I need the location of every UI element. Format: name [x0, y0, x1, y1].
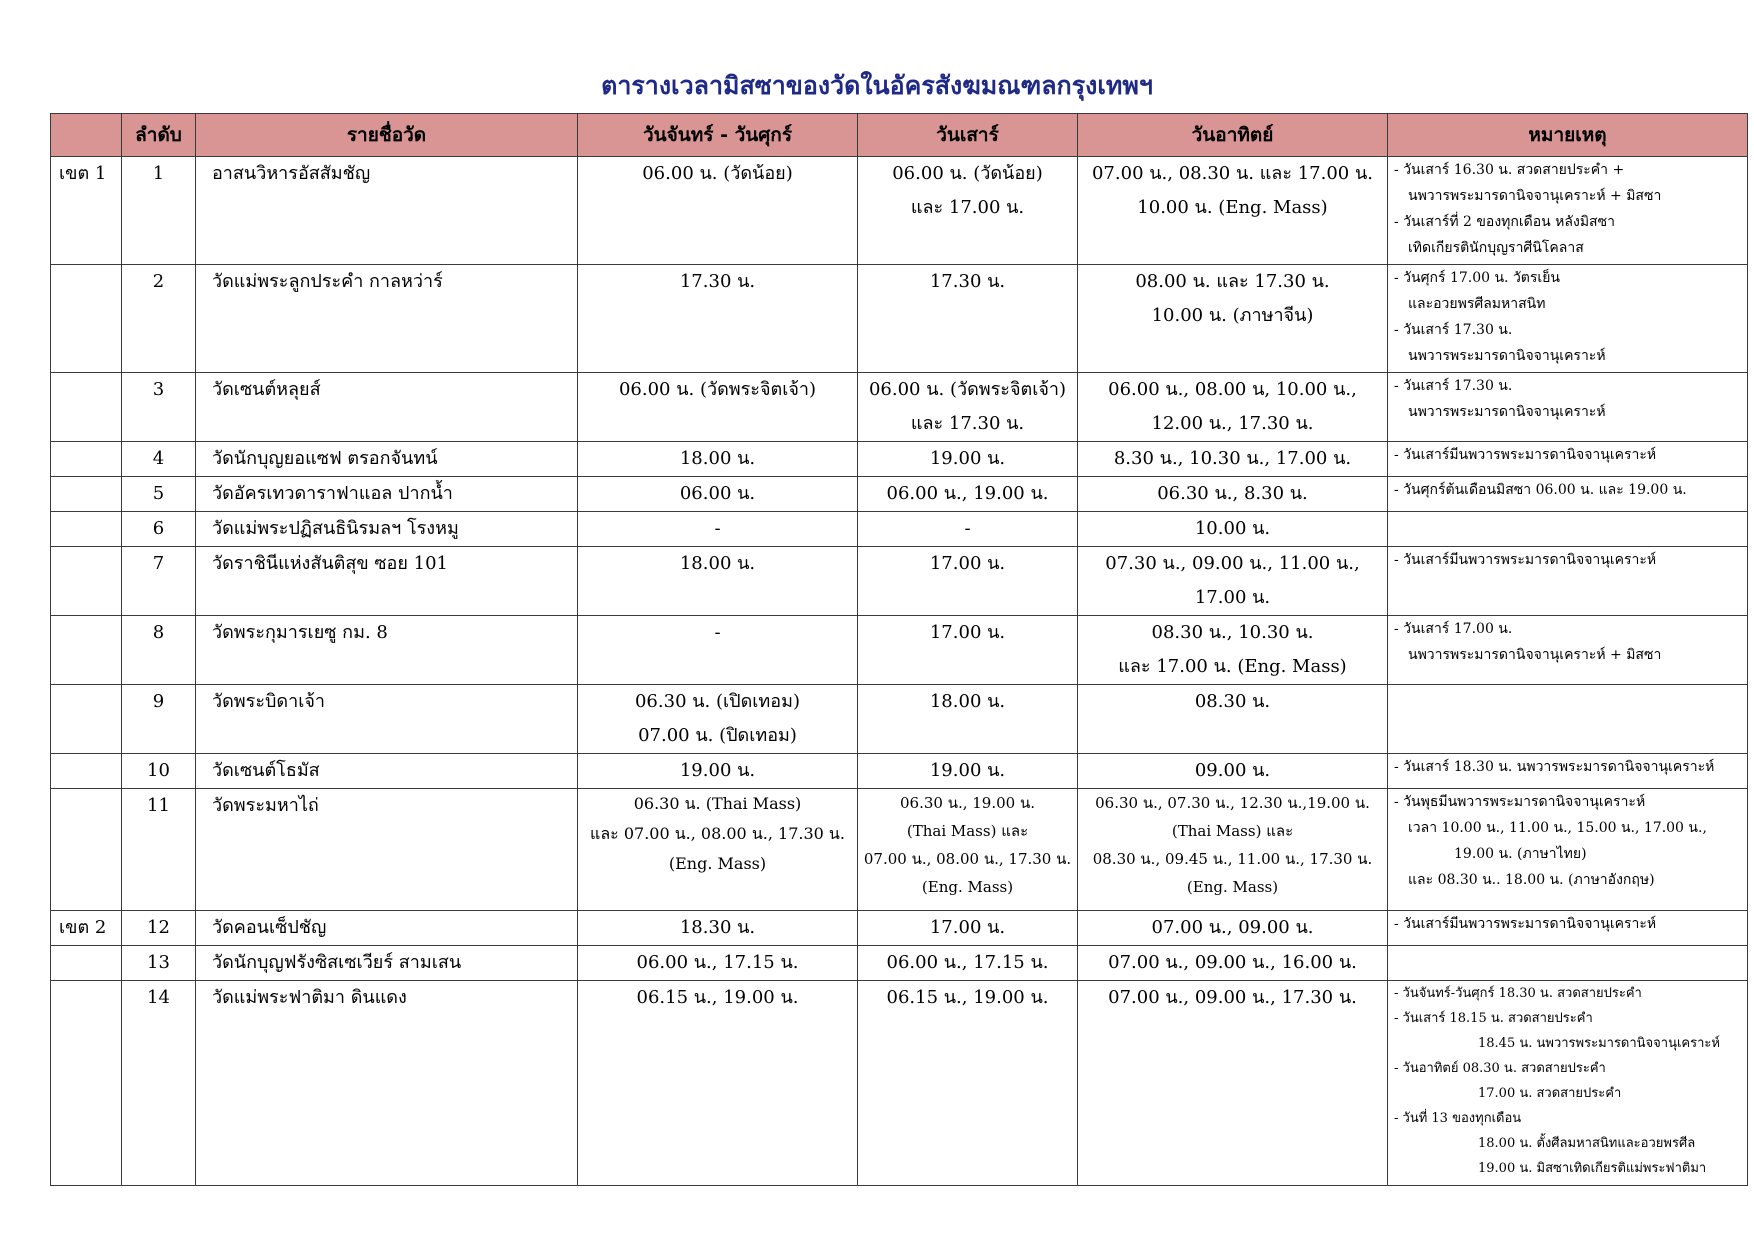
notes-cell	[1388, 157, 1748, 265]
notes-cell	[1388, 512, 1748, 547]
weekday-times-cell	[578, 946, 858, 981]
header-weekday: วันจันทร์ - วันศุกร์	[578, 114, 858, 157]
sunday-times-cell	[1078, 442, 1388, 477]
note-line: - วันเสาร์ 17.30 น.	[1394, 378, 1513, 394]
number-cell: 10	[122, 754, 196, 789]
time-line: 07.00 น., 09.00 น., 16.00 น.	[1108, 952, 1357, 973]
note-line: 18.00 น. ตั้งศีลมหาสนิทและอวยพรศีล	[1478, 1136, 1696, 1151]
weekday-times-cell	[578, 911, 858, 946]
zone-cell	[51, 981, 122, 1186]
zone-cell	[51, 946, 122, 981]
table-row	[51, 373, 1748, 442]
church-name-cell: วัดเซนต์หลุยส์	[196, 373, 578, 442]
time-line: 06.30 น., 19.00 น.	[900, 794, 1035, 812]
weekday-times-cell	[578, 754, 858, 789]
zone-cell	[51, 789, 122, 911]
notes-cell	[1388, 911, 1748, 946]
note-line: - วันอาทิตย์ 08.30 น. สวดสายประคำ	[1394, 1061, 1606, 1076]
time-line: 06.00 น., 17.15 น.	[886, 952, 1049, 973]
header-number: ลำดับ	[122, 114, 196, 157]
zone-cell	[51, 616, 122, 685]
time-line: 07.00 น., 08.00 น., 17.30 น.	[863, 850, 1072, 868]
sunday-times-cell	[1078, 616, 1388, 685]
sunday-times-cell	[1078, 946, 1388, 981]
weekday-times-cell	[578, 616, 858, 685]
note-line: 18.45 น. นพวารพระมารดานิจจานุเคราะห์	[1478, 1036, 1720, 1051]
time-line: 18.00 น.	[679, 448, 756, 469]
time-line: 06.30 น. (Thai Mass)	[633, 794, 802, 813]
number-cell: 4	[122, 442, 196, 477]
table-row	[51, 265, 1748, 373]
time-line: 17.30 น.	[929, 271, 1006, 292]
saturday-times-cell	[858, 265, 1078, 373]
time-line: 12.00 น., 17.30 น.	[1151, 413, 1314, 434]
note-line: - วันที่ 13 ของทุกเดือน	[1394, 1111, 1522, 1126]
time-line: (Thai Mass) และ	[906, 822, 1029, 840]
saturday-times-cell	[858, 754, 1078, 789]
header-row	[51, 114, 1748, 157]
note-line: 19.00 น. มิสซาเทิดเกียรติแม่พระฟาติมา	[1478, 1161, 1707, 1176]
time-line: 17.00 น.	[929, 622, 1006, 643]
church-name-cell: อาสนวิหารอัสสัมชัญ	[196, 157, 578, 265]
time-line: 18.30 น.	[679, 917, 756, 938]
church-name-cell: วัดพระมหาไถ่	[196, 789, 578, 911]
time-line: -	[964, 518, 971, 539]
table-row	[51, 512, 1748, 547]
notes-cell	[1388, 477, 1748, 512]
church-name-cell: วัดแม่พระฟาติมา ดินแดง	[196, 981, 578, 1186]
table-row	[51, 157, 1748, 265]
church-name-cell: วัดอัครเทวดาราฟาแอล ปากน้ำ	[196, 477, 578, 512]
note-line: - วันเสาร์มีนพวารพระมารดานิจจานุเคราะห์	[1394, 916, 1657, 932]
table-row	[51, 477, 1748, 512]
time-line: 06.00 น. (วัดน้อย)	[892, 163, 1043, 184]
time-line: และ 17.30 น.	[910, 413, 1025, 434]
weekday-times-cell	[578, 789, 858, 911]
number-cell: 13	[122, 946, 196, 981]
time-line: 10.00 น.	[1194, 518, 1271, 539]
saturday-times-cell	[858, 911, 1078, 946]
time-line: 10.00 น. (ภาษาจีน)	[1151, 305, 1314, 326]
number-cell: 1	[122, 157, 196, 265]
note-line: 17.00 น. สวดสายประคำ	[1478, 1086, 1622, 1101]
header-church: รายชื่อวัด	[196, 114, 578, 157]
note-line: นพวารพระมารดานิจจานุเคราะห์	[1408, 348, 1606, 364]
number-cell: 8	[122, 616, 196, 685]
church-name-cell: วัดแม่พระลูกประคำ กาลหว่าร์	[196, 265, 578, 373]
page-title: ตารางเวลามิสซาของวัดในอัครสังฆมณฑลกรุงเทพฯ	[601, 71, 1153, 100]
time-line: 18.00 น.	[929, 691, 1006, 712]
weekday-times-cell	[578, 373, 858, 442]
sunday-times-cell	[1078, 157, 1388, 265]
number-cell: 5	[122, 477, 196, 512]
note-line: 19.00 น. (ภาษาไทย)	[1454, 846, 1587, 862]
header-saturday: วันเสาร์	[858, 114, 1078, 157]
number-cell: 2	[122, 265, 196, 373]
sunday-times-cell	[1078, 754, 1388, 789]
time-line: 17.00 น.	[929, 917, 1006, 938]
note-line: - วันจันทร์-วันศุกร์ 18.30 น. สวดสายประคำ	[1394, 986, 1642, 1001]
weekday-times-cell	[578, 547, 858, 616]
saturday-times-cell	[858, 981, 1078, 1186]
time-line: 17.00 น.	[929, 553, 1006, 574]
weekday-times-cell	[578, 265, 858, 373]
time-line: 19.00 น.	[929, 760, 1006, 781]
zone-cell	[51, 477, 122, 512]
notes-cell	[1388, 789, 1748, 911]
time-line: และ 17.00 น.	[910, 197, 1025, 218]
table-row	[51, 911, 1748, 946]
church-name-cell: วัดนักบุญฟรังซิสเซเวียร์ สามเสน	[196, 946, 578, 981]
sunday-times-cell	[1078, 911, 1388, 946]
note-line: - วันพุธมีนพวารพระมารดานิจจานุเคราะห์	[1394, 794, 1646, 810]
church-name-cell: วัดพระกุมารเยซู กม. 8	[196, 616, 578, 685]
note-line: เทิดเกียรตินักบุญราศีนิโคลาส	[1408, 240, 1584, 256]
time-line: 17.30 น.	[679, 271, 756, 292]
zone-cell: เขต 1	[51, 157, 122, 265]
note-line: และ 08.30 น.. 18.00 น. (ภาษาอังกฤษ)	[1408, 872, 1655, 888]
note-line: นพวารพระมารดานิจจานุเคราะห์	[1408, 404, 1606, 420]
church-name-cell: วัดคอนเซ็ปชัญ	[196, 911, 578, 946]
weekday-times-cell	[578, 442, 858, 477]
notes-cell	[1388, 981, 1748, 1186]
sunday-times-cell	[1078, 373, 1388, 442]
notes-cell	[1388, 547, 1748, 616]
table-row	[51, 685, 1748, 754]
time-line: 06.30 น. (เปิดเทอม)	[634, 691, 800, 712]
weekday-times-cell	[578, 477, 858, 512]
number-cell: 9	[122, 685, 196, 754]
weekday-times-cell	[578, 981, 858, 1186]
zone-cell	[51, 754, 122, 789]
note-line: - วันเสาร์ 18.30 น. นพวารพระมารดานิจจานุเคราะห์	[1394, 759, 1715, 775]
table-row	[51, 547, 1748, 616]
zone-cell	[51, 547, 122, 616]
number-cell: 12	[122, 911, 196, 946]
saturday-times-cell	[858, 442, 1078, 477]
saturday-times-cell	[858, 685, 1078, 754]
note-line: - วันศุกร์ต้นเดือนมิสซา 06.00 น. และ 19.00 น.	[1394, 482, 1687, 498]
sunday-times-cell	[1078, 685, 1388, 754]
table-row	[51, 946, 1748, 981]
time-line: (Eng. Mass)	[668, 854, 767, 873]
weekday-times-cell	[578, 157, 858, 265]
note-line: - วันเสาร์ 17.30 น.	[1394, 322, 1513, 338]
time-line: 06.30 น., 07.30 น., 12.30 น.,19.00 น.	[1095, 794, 1370, 812]
note-line: - วันเสาร์ 18.15 น. สวดสายประคำ	[1394, 1011, 1593, 1026]
note-line: - วันเสาร์ 16.30 น. สวดสายประคำ +	[1394, 162, 1625, 178]
notes-cell	[1388, 946, 1748, 981]
table-row	[51, 981, 1748, 1186]
number-cell: 14	[122, 981, 196, 1186]
mass-schedule-table	[50, 113, 1748, 1186]
note-line: เวลา 10.00 น., 11.00 น., 15.00 น., 17.00 น.,	[1408, 820, 1707, 836]
time-line: 06.00 น.	[679, 483, 756, 504]
time-line: 08.30 น., 09.45 น., 11.00 น., 17.30 น.	[1092, 850, 1373, 868]
number-cell: 3	[122, 373, 196, 442]
note-line: และอวยพรศีลมหาสนิท	[1408, 296, 1546, 312]
zone-cell	[51, 685, 122, 754]
note-line: นพวารพระมารดานิจจานุเคราะห์ + มิสซา	[1408, 647, 1662, 663]
church-name-cell: วัดพระบิดาเจ้า	[196, 685, 578, 754]
time-line: 06.00 น., 19.00 น.	[886, 483, 1049, 504]
time-line: 06.15 น., 19.00 น.	[886, 987, 1049, 1008]
saturday-times-cell	[858, 373, 1078, 442]
table-row	[51, 442, 1748, 477]
time-line: 06.00 น. (วัดพระจิตเจ้า)	[618, 379, 817, 400]
note-line: นพวารพระมารดานิจจานุเคราะห์ + มิสซา	[1408, 188, 1662, 204]
time-line: 17.00 น.	[1194, 587, 1271, 608]
note-line: - วันเสาร์มีนพวารพระมารดานิจจานุเคราะห์	[1394, 447, 1657, 463]
time-line: 06.30 น., 8.30 น.	[1157, 483, 1308, 504]
church-name-cell: วัดแม่พระปฏิสนธินิรมลฯ โรงหมู	[196, 512, 578, 547]
time-line: -	[714, 622, 721, 643]
time-line: 08.00 น. และ 17.30 น.	[1135, 271, 1330, 292]
time-line: 07.00 น., 08.30 น. และ 17.00 น.	[1091, 163, 1374, 184]
time-line: 06.00 น. (วัดน้อย)	[642, 163, 793, 184]
time-line: -	[714, 518, 721, 539]
time-line: 08.30 น.	[1194, 691, 1271, 712]
time-line: และ 17.00 น. (Eng. Mass)	[1118, 656, 1347, 677]
number-cell: 6	[122, 512, 196, 547]
saturday-times-cell	[858, 789, 1078, 911]
saturday-times-cell	[858, 946, 1078, 981]
weekday-times-cell	[578, 512, 858, 547]
notes-cell	[1388, 616, 1748, 685]
zone-cell	[51, 512, 122, 547]
saturday-times-cell	[858, 547, 1078, 616]
time-line: 18.00 น.	[679, 553, 756, 574]
weekday-times-cell	[578, 685, 858, 754]
note-line: - วันเสาร์ที่ 2 ของทุกเดือน หลังมิสซา	[1394, 214, 1615, 230]
time-line: 07.00 น., 09.00 น., 17.30 น.	[1108, 987, 1357, 1008]
sunday-times-cell	[1078, 477, 1388, 512]
sunday-times-cell	[1078, 981, 1388, 1186]
header-sunday: วันอาทิตย์	[1078, 114, 1388, 157]
time-line: (Thai Mass) และ	[1171, 822, 1294, 840]
note-line: - วันศุกร์ 17.00 น. วัตรเย็น	[1394, 270, 1560, 286]
saturday-times-cell	[858, 477, 1078, 512]
note-line: - วันเสาร์ 17.00 น.	[1394, 621, 1513, 637]
time-line: และ 07.00 น., 08.00 น., 17.30 น.	[590, 824, 845, 843]
notes-cell	[1388, 442, 1748, 477]
church-name-cell: วัดราชินีแห่งสันติสุข ซอย 101	[196, 547, 578, 616]
table-row	[51, 754, 1748, 789]
header-zone	[51, 114, 122, 157]
church-name-cell: วัดนักบุญยอแซฟ ตรอกจันทน์	[196, 442, 578, 477]
time-line: 19.00 น.	[929, 448, 1006, 469]
zone-cell	[51, 442, 122, 477]
time-line: 08.30 น., 10.30 น.	[1151, 622, 1314, 643]
sunday-times-cell	[1078, 512, 1388, 547]
sunday-times-cell	[1078, 547, 1388, 616]
time-line: (Eng. Mass)	[921, 878, 1014, 896]
saturday-times-cell	[858, 616, 1078, 685]
time-line: 8.30 น., 10.30 น., 17.00 น.	[1113, 448, 1352, 469]
sunday-times-cell	[1078, 789, 1388, 911]
time-line: 07.30 น., 09.00 น., 11.00 น.,	[1105, 553, 1360, 574]
number-cell: 11	[122, 789, 196, 911]
time-line: 09.00 น.	[1194, 760, 1271, 781]
zone-cell	[51, 373, 122, 442]
time-line: 19.00 น.	[679, 760, 756, 781]
time-line: 06.00 น., 08.00 น, 10.00 น.,	[1108, 379, 1357, 400]
saturday-times-cell	[858, 157, 1078, 265]
saturday-times-cell	[858, 512, 1078, 547]
notes-cell	[1388, 265, 1748, 373]
sunday-times-cell	[1078, 265, 1388, 373]
table-row	[51, 789, 1748, 911]
time-line: 06.00 น., 17.15 น.	[636, 952, 799, 973]
time-line: 07.00 น., 09.00 น.	[1151, 917, 1314, 938]
table-row	[51, 616, 1748, 685]
header-notes: หมายเหตุ	[1388, 114, 1748, 157]
time-line: 07.00 น. (ปิดเทอม)	[638, 725, 797, 746]
notes-cell	[1388, 754, 1748, 789]
number-cell: 7	[122, 547, 196, 616]
notes-cell	[1388, 685, 1748, 754]
time-line: 06.00 น. (วัดพระจิตเจ้า)	[868, 379, 1067, 400]
notes-cell	[1388, 373, 1748, 442]
zone-cell: เขต 2	[51, 911, 122, 946]
note-line: - วันเสาร์มีนพวารพระมารดานิจจานุเคราะห์	[1394, 552, 1657, 568]
time-line: 06.15 น., 19.00 น.	[636, 987, 799, 1008]
church-name-cell: วัดเซนต์โธมัส	[196, 754, 578, 789]
time-line: (Eng. Mass)	[1186, 878, 1279, 896]
time-line: 10.00 น. (Eng. Mass)	[1137, 197, 1328, 218]
zone-cell	[51, 265, 122, 373]
